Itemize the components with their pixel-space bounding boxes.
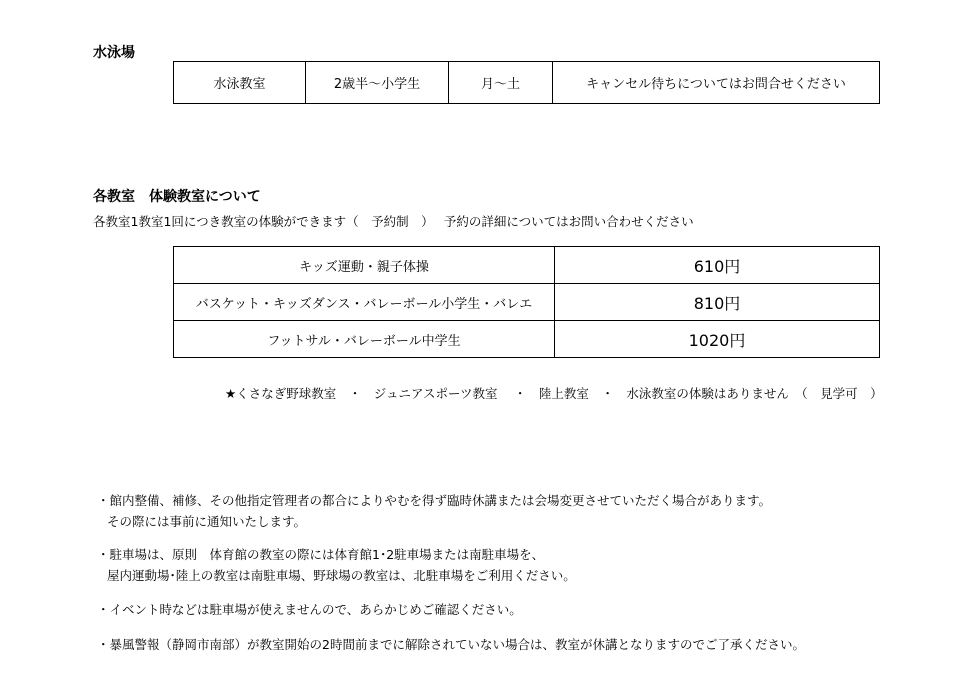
notice-storm-warning: ・暴風警報（静岡市南部）が教室開始の2時間前までに解除されていない場合は、教室が休講となりますのでご了承ください。 — [97, 637, 805, 652]
table-row — [174, 247, 880, 284]
trial-price: 610円 — [555, 247, 880, 284]
trial-heading: 各教室 体験教室について — [93, 189, 261, 205]
table-row — [174, 321, 880, 358]
table-row — [174, 284, 880, 321]
notice-closure: ・館内整備、補修、その他指定管理者の都合によりやむを得ず臨時休講または会場変更させていただく場合があります。 — [97, 493, 772, 508]
notice-parking: ・駐車場は、原則 体育館の教室の際には体育館1･2駐車場または南駐車場を、 — [97, 547, 545, 562]
trial-price-table — [173, 246, 880, 358]
swimming-days-cell: 月〜土 — [449, 62, 553, 104]
swimming-note-cell: キャンセル待ちについてはお問合せください — [553, 62, 880, 104]
trial-price: 810円 — [555, 284, 880, 321]
swimming-heading: 水泳場 — [93, 45, 135, 61]
table-row — [174, 62, 880, 104]
trial-class-name: バスケット・キッズダンス・バレーボール小学生・バレエ — [174, 284, 555, 321]
notice-event-parking: ・イベント時などは駐車場が使えませんので、あらかじめご確認ください。 — [97, 602, 522, 617]
trial-class-name: キッズ運動・親子体操 — [174, 247, 555, 284]
swimming-table — [173, 61, 880, 104]
trial-class-name: フットサル・バレーボール中学生 — [174, 321, 555, 358]
swimming-class-cell: 水泳教室 — [174, 62, 306, 104]
trial-price: 1020円 — [555, 321, 880, 358]
notice-parking-cont: 屋内運動場･陸上の教室は南駐車場、野球場の教室は、北駐車場をご利用ください。 — [107, 568, 576, 583]
notice-closure-cont: その際には事前に通知いたします。 — [107, 514, 307, 529]
trial-intro: 各教室1教室1回につき教室の体験ができます（ 予約制 ） 予約の詳細についてはお問い合わせください — [93, 214, 694, 229]
swimming-age-cell: 2歳半〜小学生 — [306, 62, 449, 104]
trial-note: ★くさなぎ野球教室 ・ ジュニアスポーツ教室 ・ 陸上教室 ・ 水泳教室の体験はありません （ 見学可 ） — [225, 386, 883, 401]
